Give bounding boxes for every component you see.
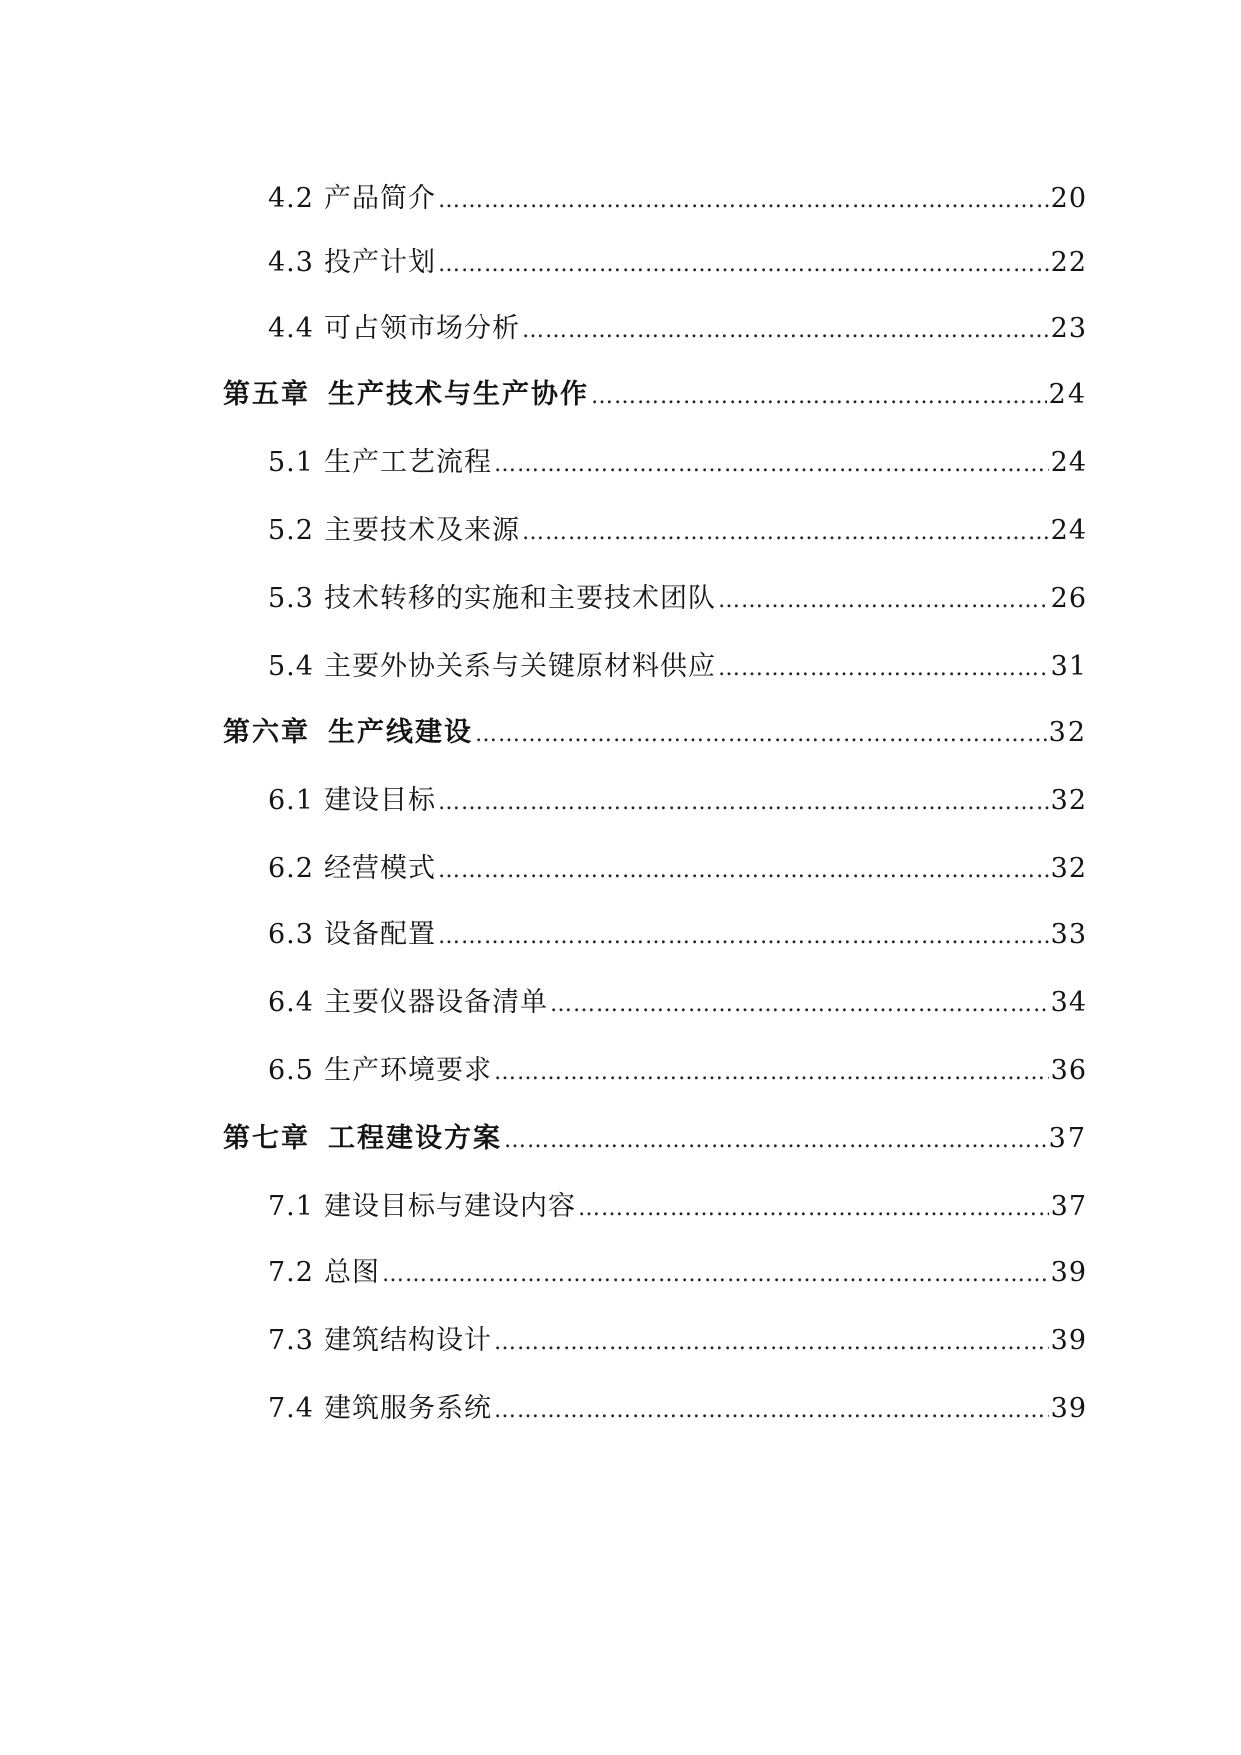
dot-leader (382, 1262, 1049, 1287)
dot-leader (522, 520, 1049, 545)
toc-entry-title: 主要外协关系与关键原材料供应 (323, 651, 716, 682)
toc-entry-number: 7.1 (268, 1191, 314, 1222)
toc-entry-number: 6.1 (268, 785, 314, 816)
toc-entry[interactable] (268, 1386, 1087, 1426)
toc-entry[interactable] (268, 306, 1087, 346)
toc-entry-title: 总图 (323, 1257, 380, 1288)
toc-entry[interactable] (268, 912, 1087, 952)
dot-leader (578, 1196, 1049, 1221)
dot-leader (438, 790, 1049, 815)
toc-entry[interactable] (268, 176, 1087, 216)
toc-entry-number: 5.1 (268, 447, 314, 478)
toc-entry-page: 26 (1050, 583, 1087, 614)
toc-entry-page: 33 (1050, 919, 1087, 950)
dot-leader (494, 1330, 1049, 1355)
toc-entry[interactable] (268, 846, 1087, 886)
toc-entry[interactable] (268, 508, 1087, 548)
toc-entry[interactable] (268, 644, 1087, 684)
dot-leader (494, 452, 1049, 477)
toc-entry-page: 39 (1050, 1257, 1087, 1288)
toc-entry-page: 20 (1050, 183, 1087, 214)
dot-leader (475, 722, 1047, 747)
toc-entry-number: 6.5 (268, 1055, 314, 1086)
toc-entry-page: 32 (1050, 785, 1087, 816)
toc-entry-title: 可占领市场分析 (323, 313, 520, 344)
toc-entry-title: 主要仪器设备清单 (323, 987, 548, 1018)
toc-entry-page: 37 (1050, 1191, 1087, 1222)
toc-entry-page: 23 (1050, 313, 1087, 344)
dot-leader (438, 188, 1049, 213)
toc-entry-title: 主要技术及来源 (323, 515, 520, 546)
toc-entry-page: 32 (1050, 853, 1087, 884)
toc-chapter-number: 第七章 (223, 1123, 310, 1154)
toc-chapter-title: 生产线建设 (328, 717, 473, 748)
toc-entry-number: 5.2 (268, 515, 314, 546)
dot-leader (718, 656, 1049, 681)
toc-entry[interactable] (268, 1048, 1087, 1088)
toc-entry[interactable] (268, 1318, 1087, 1358)
toc-chapter-entry[interactable] (223, 372, 1087, 412)
toc-chapter-entry[interactable] (223, 1116, 1087, 1156)
toc-entry-number: 7.4 (268, 1393, 314, 1424)
toc-entry-title: 技术转移的实施和主要技术团队 (323, 583, 716, 614)
dot-leader (718, 588, 1049, 613)
toc-chapter-number: 第六章 (223, 717, 310, 748)
dot-leader (438, 924, 1049, 949)
toc-entry-page: 32 (1048, 717, 1087, 748)
dot-leader (591, 384, 1047, 409)
toc-entry-number: 5.3 (268, 583, 314, 614)
dot-leader (550, 992, 1049, 1017)
toc-entry[interactable] (268, 778, 1087, 818)
toc-entry-page: 22 (1050, 247, 1087, 278)
toc-chapter-entry[interactable] (223, 710, 1087, 750)
toc-entry-number: 6.2 (268, 853, 314, 884)
toc-entry-page: 39 (1050, 1393, 1087, 1424)
toc-entry-page: 31 (1050, 651, 1087, 682)
toc-chapter-title: 生产技术与生产协作 (328, 379, 589, 410)
toc-chapter-title: 工程建设方案 (328, 1123, 502, 1154)
toc-entry-page: 34 (1050, 987, 1087, 1018)
toc-entry-title: 经营模式 (323, 853, 436, 884)
toc-entry-number: 5.4 (268, 651, 314, 682)
toc-entry-number: 4.4 (268, 313, 314, 344)
toc-entry[interactable] (268, 1184, 1087, 1224)
toc-entry-page: 24 (1048, 379, 1087, 410)
toc-entry[interactable] (268, 980, 1087, 1020)
dot-leader (494, 1398, 1049, 1423)
toc-entry-title: 投产计划 (323, 247, 436, 278)
toc-entry-page: 36 (1050, 1055, 1087, 1086)
toc-chapter-number: 第五章 (223, 379, 310, 410)
toc-entry-page: 24 (1050, 447, 1087, 478)
toc-entry[interactable] (268, 1250, 1087, 1290)
toc-entry[interactable] (268, 240, 1087, 280)
toc-entry-title: 产品简介 (323, 183, 436, 214)
toc-entry[interactable] (268, 576, 1087, 616)
dot-leader (522, 318, 1049, 343)
dot-leader (504, 1128, 1047, 1153)
toc-entry-title: 设备配置 (323, 919, 436, 950)
toc-entry-title: 生产环境要求 (323, 1055, 492, 1086)
dot-leader (494, 1060, 1049, 1085)
toc-entry-page: 37 (1048, 1123, 1087, 1154)
dot-leader (438, 858, 1049, 883)
toc-entry-number: 7.3 (268, 1325, 314, 1356)
toc-entry-title: 建筑结构设计 (323, 1325, 492, 1356)
toc-entry-number: 4.3 (268, 247, 314, 278)
toc-entry-number: 6.3 (268, 919, 314, 950)
toc-entry[interactable] (268, 440, 1087, 480)
toc-entry-title: 建筑服务系统 (323, 1393, 492, 1424)
toc-entry-page: 24 (1050, 515, 1087, 546)
toc-entry-page: 39 (1050, 1325, 1087, 1356)
toc-entry-title: 生产工艺流程 (323, 447, 492, 478)
dot-leader (438, 252, 1049, 277)
toc-entry-title: 建设目标 (323, 785, 436, 816)
toc-entry-title: 建设目标与建设内容 (323, 1191, 576, 1222)
toc-entry-number: 6.4 (268, 987, 314, 1018)
toc-entry-number: 4.2 (268, 183, 314, 214)
toc-entry-number: 7.2 (268, 1257, 314, 1288)
